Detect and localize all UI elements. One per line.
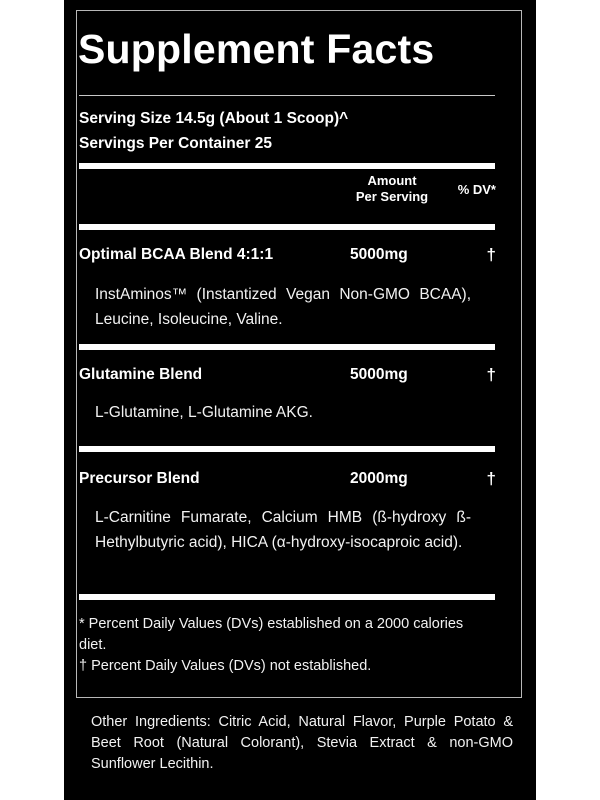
other-ingredients: Other Ingredients: Citric Acid, Natural Flavor, Purple Potato & Beet Root (Natural Colorant), Stevia Extract & non-GMO Sunflower Lecithin.	[91, 714, 513, 772]
blend-name-glutamine: Glutamine Blend	[79, 366, 203, 383]
blend-amount-bcaa: 5000mg	[350, 246, 408, 263]
blend-name-bcaa: Optimal BCAA Blend 4:1:1	[79, 246, 274, 263]
amount-header-line1: Amount	[367, 173, 417, 188]
blend-name-precursor: Precursor Blend	[79, 470, 200, 487]
footnote-asterisk: * Percent Daily Values (DVs) established on a 2000 calories diet.	[79, 616, 464, 653]
dagger-icon: †	[486, 365, 496, 384]
dagger-icon: †	[486, 469, 496, 488]
footnote-dagger: † Percent Daily Values (DVs) not established.	[79, 658, 372, 674]
title-divider	[79, 95, 495, 96]
header-top-rule	[79, 163, 495, 169]
blend-amount-glutamine: 5000mg	[350, 366, 408, 383]
blend-divider	[79, 344, 495, 350]
header-bottom-rule	[79, 224, 495, 230]
servings-per-container: Servings Per Container 25	[79, 135, 272, 152]
dv-header: % DV*	[457, 182, 496, 197]
dagger-icon: †	[486, 245, 496, 264]
blend-ingredients-precursor: L-Carnitine Fumarate, Calcium HMB (ß-hydroxy ß-Hethylbutyric acid), HICA (α-hydroxy-isocaproic acid).	[95, 509, 471, 551]
serving-size: Serving Size 14.5g (About 1 Scoop)^	[79, 110, 349, 127]
footnote-divider	[79, 594, 495, 600]
blend-amount-precursor: 2000mg	[350, 470, 408, 487]
label-title: Supplement Facts	[78, 26, 435, 72]
supplement-facts-panel	[64, 0, 536, 800]
blend-ingredients-glutamine: L-Glutamine, L-Glutamine AKG.	[95, 404, 313, 421]
blend-ingredients-bcaa: InstAminos™ (Instantized Vegan Non-GMO BCAA), Leucine, Isoleucine, Valine.	[95, 286, 471, 328]
blend-divider	[79, 446, 495, 452]
amount-header-line2: Per Serving	[355, 189, 429, 204]
